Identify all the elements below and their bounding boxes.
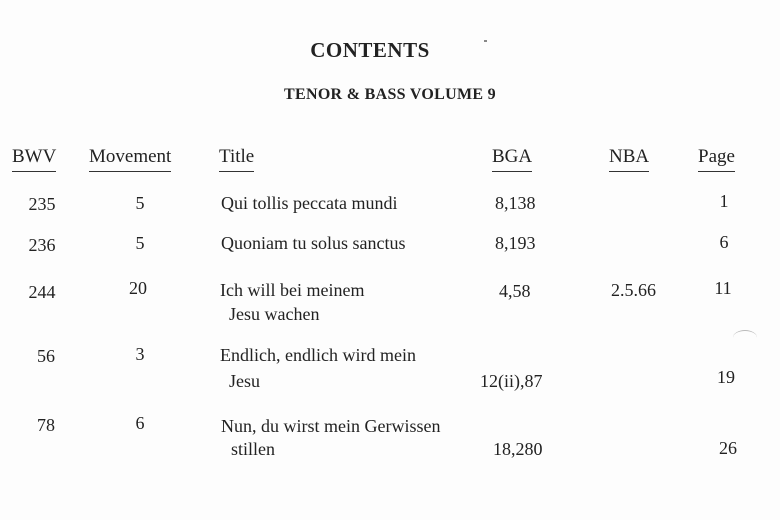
row-4-title-line2: Jesu xyxy=(229,371,260,391)
row-3-bga: 4,58 xyxy=(499,281,531,301)
header-title: Title xyxy=(219,146,254,172)
row-5-bwv: 78 xyxy=(37,415,55,435)
row-2-page: 6 xyxy=(719,232,729,252)
row-2-title: Quoniam tu solus sanctus xyxy=(221,233,406,253)
row-4-bga: 12(ii),87 xyxy=(480,371,543,391)
row-5-title-line2: stillen xyxy=(231,439,275,459)
row-4-title-line1: Endlich, endlich wird mein xyxy=(220,345,416,365)
row-2-movement: 5 xyxy=(135,233,145,253)
row-2-bwv: 236 xyxy=(28,235,56,255)
header-bga: BGA xyxy=(492,146,532,172)
header-movement: Movement xyxy=(89,146,171,172)
row-3-page: 11 xyxy=(714,278,732,298)
row-1-title: Qui tollis peccata mundi xyxy=(221,193,398,213)
row-2-bga: 8,193 xyxy=(495,233,536,253)
paper-mark xyxy=(733,330,757,345)
row-3-title-line1: Ich will bei meinem xyxy=(220,280,365,300)
row-3-title-line2: Jesu wachen xyxy=(229,304,320,324)
row-3-movement: 20 xyxy=(129,278,147,298)
row-1-page: 1 xyxy=(719,191,729,211)
row-1-bga: 8,138 xyxy=(495,193,536,213)
header-bwv: BWV xyxy=(12,146,56,172)
volume-subtitle: TENOR & BASS VOLUME 9 xyxy=(284,86,496,103)
header-page: Page xyxy=(698,146,735,172)
row-5-page: 26 xyxy=(719,438,737,458)
row-4-bwv: 56 xyxy=(37,346,55,366)
row-1-movement: 5 xyxy=(135,193,145,213)
row-5-title-line1: Nun, du wirst mein Gerwissen xyxy=(221,416,441,436)
row-4-movement: 3 xyxy=(135,344,145,364)
row-4-page: 19 xyxy=(717,367,735,387)
row-5-bga: 18,280 xyxy=(493,439,543,459)
header-nba: NBA xyxy=(609,146,649,172)
row-3-bwv: 244 xyxy=(28,282,56,302)
page-title: CONTENTS xyxy=(310,38,430,62)
row-3-nba: 2.5.66 xyxy=(611,280,656,300)
row-5-movement: 6 xyxy=(135,413,145,433)
row-1-bwv: 235 xyxy=(28,194,56,214)
